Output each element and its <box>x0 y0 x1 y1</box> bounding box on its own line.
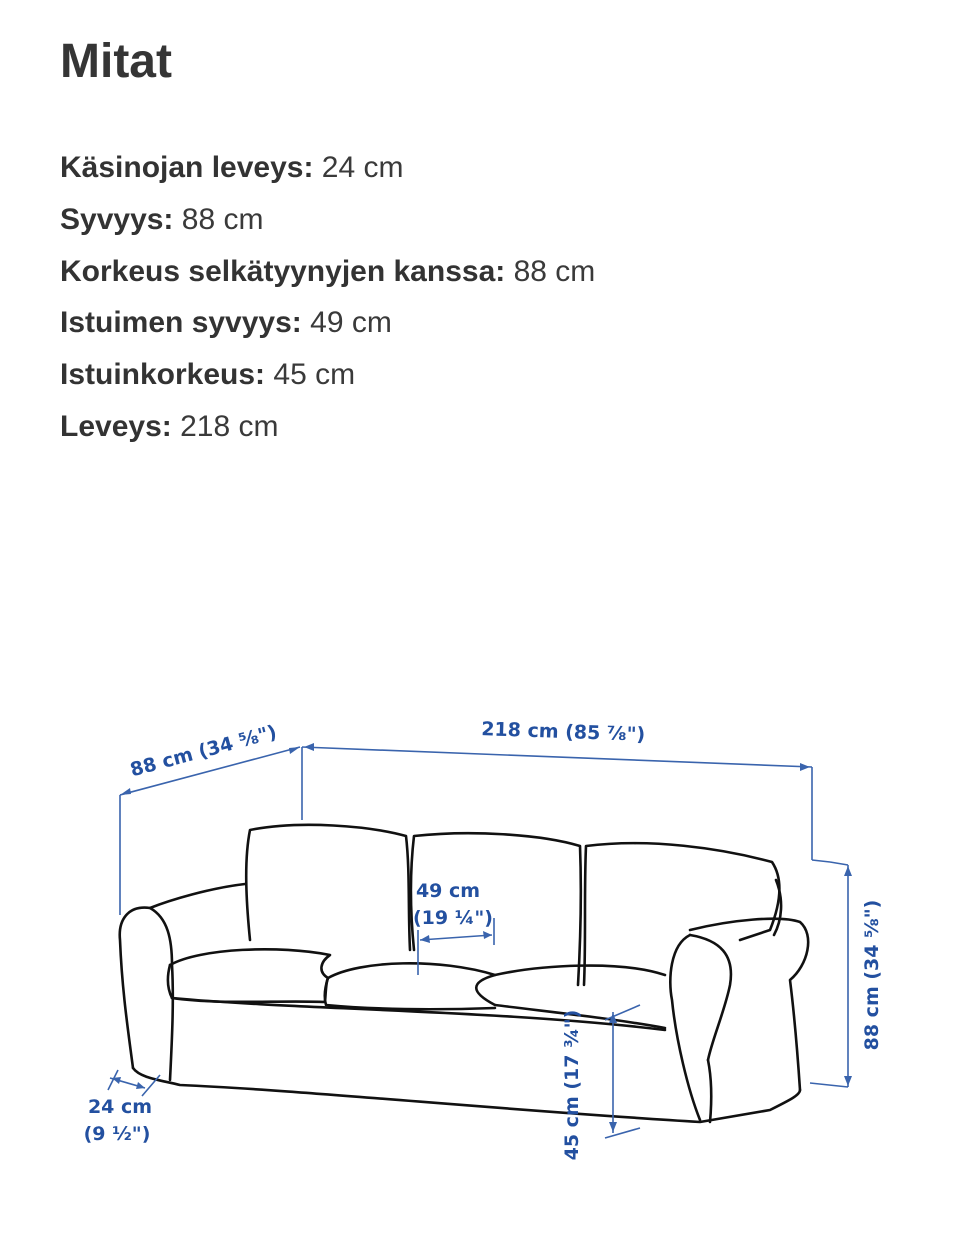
sofa-drawing <box>120 825 808 1122</box>
spec-label: Syvyys: <box>60 202 174 236</box>
spec-label: Korkeus selkätyynyjen kanssa: <box>60 254 506 288</box>
seat-depth-label-in: (19 ¼") <box>413 907 493 929</box>
spec-label: Istuimen syvyys: <box>60 306 302 340</box>
page-title: Mitat <box>60 35 172 88</box>
height-label: 88 cm (34 ⅝") <box>861 899 883 1051</box>
depth-label: 88 cm (34 ⅝") <box>127 721 280 782</box>
arm-width-label-cm: 24 cm <box>87 1096 153 1118</box>
spec-value: 218 cm <box>180 409 279 443</box>
spec-value: 24 cm <box>321 151 404 184</box>
spec-value: 88 cm <box>513 254 596 288</box>
spec-label: Istuinkorkeus: <box>60 358 266 392</box>
width-label: 218 cm (85 ⅞") <box>480 718 646 746</box>
seat-depth-label-cm: 49 cm <box>415 880 481 902</box>
arm-width-label-in: (9 ½") <box>83 1123 151 1145</box>
spec-value: 45 cm <box>273 358 356 392</box>
spec-value: 49 cm <box>310 306 392 340</box>
spec-value: 88 cm <box>181 202 264 236</box>
spec-label: Käsinojan leveys: <box>60 151 314 184</box>
seat-height-label: 45 cm (17 ¾") <box>561 1009 583 1161</box>
spec-label: Leveys: <box>60 409 172 443</box>
